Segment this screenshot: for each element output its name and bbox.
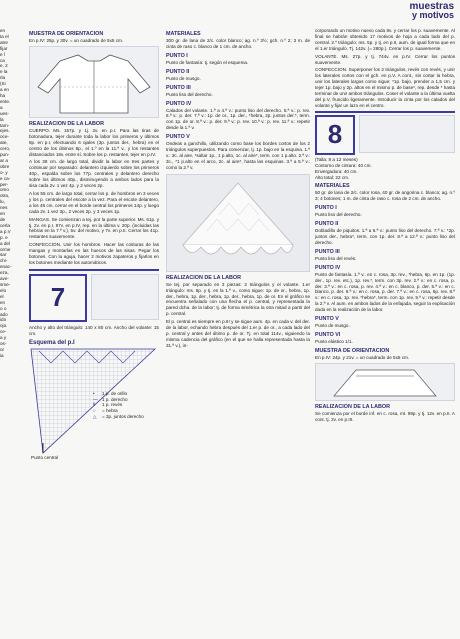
stitch-3-text: Punto liso del derecho. bbox=[166, 91, 213, 97]
edge-text-line: ate, bbox=[0, 140, 8, 146]
stitch-2-title: PUNTO II bbox=[166, 68, 190, 75]
edge-text-line: per- bbox=[0, 181, 9, 187]
stitch-5-text: Ondeas a ganchillo, utilizando como base los bordes cortos de los 2 triángulos superpuestos. Para comenzar, tj. 1p. bajo en la esquina. 1.ª v.: 3c. al aire, *saltar 1p., 1 p.alto, 1c. al aire*, term. con 1 p.alto. 2.ª v.: 3c., *1 p.alto en el arco, 2c. al aire*, hasta las esquinas. 3.ª a 5.ª v.: como la 2.ª v. bbox=[166, 141, 310, 170]
edge-text-line: de bbox=[0, 217, 6, 222]
stitch-chart bbox=[29, 347, 159, 467]
edge-text-line: orme bbox=[0, 246, 11, 252]
brand-logo bbox=[410, 2, 454, 20]
edge-text-line: oce- bbox=[0, 134, 9, 140]
edge-text-line: obre bbox=[0, 163, 10, 169]
cardigan-diagram bbox=[29, 46, 159, 118]
chart-title: Esquema del p.I bbox=[29, 339, 75, 346]
page-header bbox=[0, 0, 460, 28]
edge-text-line: omo bbox=[0, 187, 9, 193]
legend-label: = hebra bbox=[102, 408, 118, 414]
edge-text-line: e ca- bbox=[0, 175, 11, 181]
pattern-7-photo bbox=[91, 274, 159, 320]
size-text: Ancho y alto del triángulo: 140 x 80 cm. Ancho del volante: 15 cm. bbox=[29, 324, 159, 336]
column-1 bbox=[29, 28, 159, 639]
size-range: (Talla: 8 a 12 meses) bbox=[315, 156, 358, 162]
legend-symbol: ‖ bbox=[93, 402, 95, 408]
edge-text-line: sar bbox=[0, 252, 7, 258]
legend-symbol: • bbox=[93, 390, 95, 396]
brand-line-1: muestras bbox=[409, 1, 454, 12]
section-rule-2 bbox=[315, 111, 455, 113]
edge-text-line: a y bbox=[0, 335, 7, 341]
edge-text-line: ado bbox=[0, 311, 8, 317]
edge-text-line: ca bbox=[0, 57, 5, 63]
edge-text-line: a p.V bbox=[0, 228, 11, 234]
realization-title: REALIZACION DE LA LABOR bbox=[29, 120, 104, 127]
edge-text-line: cero, bbox=[0, 146, 11, 152]
stitch-3-5-text: Punto de musgo. bbox=[315, 323, 350, 329]
continued-paragraph-1: corporando un motivo nuevo cada 8v. y cerrar los p. suavemente. Al final se habrán obtenido 17 motivos de hoja a cada lado del p. central. 2.º triángulo: ms. 5p. y tj. en p.II, aum. de igual forma que en el 1.er triángulo. Tj. 142v. (= 280p.). Cerrar los p. suavemente. bbox=[315, 28, 455, 51]
stitch-3-1-title: PUNTO I bbox=[315, 205, 337, 212]
measure-waist: Contorno de cintura: 40 cm. bbox=[315, 162, 372, 168]
skirt-diagram bbox=[315, 363, 455, 401]
edge-text-line: or bbox=[0, 346, 5, 352]
edge-text-line: fijar bbox=[0, 45, 8, 51]
legend-label: 1 p. de orillo bbox=[102, 390, 128, 396]
edge-text-line: p. e bbox=[0, 234, 8, 240]
edge-text-line: nes bbox=[0, 205, 8, 211]
legend-symbol: △ bbox=[93, 414, 97, 420]
edge-text-line: a del bbox=[0, 240, 10, 246]
edge-text-line: e, 2 bbox=[0, 63, 8, 69]
edge-text-line: o o bbox=[0, 305, 7, 311]
realization-3-title: REALIZACION DE LA LABOR bbox=[315, 403, 390, 410]
edge-text-line: en bbox=[0, 299, 6, 305]
edge-text-line: ues- bbox=[0, 110, 9, 116]
edge-text-line: en bbox=[0, 211, 6, 217]
realization-2-paragraph-2: El p. central es siempre en p.III y se sigue aum. 4p. en cada v. del der. de la labor, echando hebra después del 1.er p. de or., a cada lado del p. central y antes del último p. de or. Tj. en total 114v., siguiendo la misma cadencia del gráfico (en el que se halla representada hasta la 31.ª v.), in- bbox=[166, 319, 310, 348]
edge-text-line: (Si bbox=[0, 81, 6, 87]
materials-3-text: 50 gr. de lana de 2/c. color rosa, 40 gr. de angorina c. blanco; ag. n.º 3; 4 botones; 1 m. de cinta de raso c. rosa de 2 cm. de ancho. bbox=[315, 190, 455, 202]
edge-text-line: ha bbox=[0, 92, 6, 98]
edge-text-line: tam- bbox=[0, 122, 10, 128]
edge-text-line: en bbox=[0, 28, 6, 33]
edge-text-line: ta el bbox=[0, 33, 9, 39]
pattern-number-7: 7 bbox=[29, 274, 87, 322]
edge-text-line: ave- bbox=[0, 276, 9, 282]
stitch-4-text: Calados del volante. 1.ª a 4.ª v.: punto liso del derecho. 5.ª v.: p. rev. 6.ª v.: p. der. 7.ª v.: 1p. de or., 1p. der., *hebra, 2p. juntos der.*, term. con 1p. de or. 8.ª v.: p. der. 9.ª v.: p. rev. 10.ª v.: p. rev. 11.ª v.: repetir desde la 1.ª v. bbox=[166, 107, 310, 131]
edge-text-line: otra, bbox=[0, 193, 10, 199]
chart-caption: Punto central bbox=[31, 454, 59, 460]
edge-text-line: sme- bbox=[0, 281, 11, 287]
stitch-3-3-text: Punto liso del revés. bbox=[315, 255, 357, 261]
edge-text-line: ejes. bbox=[0, 128, 10, 134]
edge-text-line: la bbox=[0, 116, 4, 122]
measure-height: Alto total: 22 cm. bbox=[315, 174, 350, 180]
stitch-3-5-title: PUNTO V bbox=[315, 316, 339, 323]
legend-label: 1 p. revés bbox=[102, 402, 123, 408]
sleeves-paragraph: MANGAS. Se comienzan a tej. por la parte superior. Ms. 61p. y tj. 2v. en p.I, 87v. en p.IV, rep. en la última v. 20p. (incluidas las hebras en la 7.ª v.), 5v. del motivo, y 7v. en p.II. Cerrar los 41p. restantes suavemente. bbox=[29, 216, 159, 240]
stitch-3-4-text: Punto de fantasía. 1.ª v.: en c. rosa, 3p. rev., *hebra, 6p. en 1p. (1p. der., 1p. rev. etc.), 1p. rev.*, term. con 3p. rev. 2.ª v.: en c. rosa, p. der. 3.ª v.: en c. rosa, p. rev. 4.ª v.: en c. blanco, p. der. 5.ª v.: en c. blanco, p. der. 6.ª v.: en c. rosa, p. der. 7.ª v.: en c. rosa, 6p. rev. 8.ª v.: en c. rosa, 1p. rev. *hebra*, term. con 1p. rev. 9.ª v.: repetir desde la 2.ª v. Al aum. en ambos lados de la enfajada, seguir la explicación dada en la realización de la labor. bbox=[315, 271, 455, 313]
stitch-2-text: Punto de musgo. bbox=[166, 75, 201, 81]
legend-item bbox=[93, 414, 159, 420]
materials-3-title: MATERIALES bbox=[315, 183, 350, 190]
edge-text-line: a bbox=[0, 104, 3, 110]
realization-paragraph-3: A los 55 cm. de largo total, cerrar los p. de hombros en 3 veces y los p. centrales del escote a la vez. Para el escote delantero, a los 48 cm. cerrar en el borde central los primeros 14p. y luego cada 2v. 1 vez 3p., 2 veces 2p. y 3 veces 1p. bbox=[29, 190, 159, 214]
stitch-3-4-title: PUNTO IV bbox=[315, 264, 341, 271]
edge-text-line: cerla bbox=[0, 222, 10, 228]
stitch-3-title: PUNTO III bbox=[166, 84, 191, 91]
edge-text-line: o- y bbox=[0, 169, 8, 175]
pattern-number-8: 8 bbox=[315, 115, 355, 155]
legend-symbol: — bbox=[93, 396, 98, 402]
realization-title-2: REALIZACION DE LA LABOR bbox=[166, 274, 241, 281]
edge-text-line: ente. bbox=[0, 98, 11, 104]
stitch-3-6-title: PUNTO VI bbox=[315, 332, 341, 338]
edge-text-line: enac- bbox=[0, 264, 12, 270]
materials-title: MATERIALES bbox=[166, 31, 201, 37]
realization-paragraph-2: A los 38 cm. de largo total, dividir la labor en tres partes y continuar por separado: delantero izquierdo sobre los primeros 40p., espalda sobre los 77p. centrales y delantero derecho sobre los últimos 40p., disminuyendo a ambos lados para la sisa cada 2v. 1 vez 4p. y 2 veces 2p. bbox=[29, 159, 159, 189]
materials-text: 300 gr. de lana de 2/c. color blanco; ag. n.º 3½; gch. n.º 2; 3 m. de cinta de raso c. blanco de 1 cm. de ancho. bbox=[166, 38, 310, 49]
edge-text-line: rla bbox=[0, 75, 6, 81]
edge-text-line: os- bbox=[0, 341, 7, 347]
cardigan-schematic bbox=[30, 47, 158, 117]
edge-text-line: ia bbox=[0, 352, 4, 358]
skirt-schematic bbox=[316, 364, 454, 400]
stitch-3-2-text: Dobladillo de piquitos. 1.ª a 6.ª v.: punto liso del derecho. 7.ª v.: *2p. juntos der., hebra*, term. con 1p. der. 8.ª a 12.ª v.: punto liso del derecho. bbox=[315, 228, 455, 245]
edge-text-line: e l bbox=[0, 51, 5, 57]
edge-text-line: ar a bbox=[0, 157, 8, 163]
legend-label: 1 p. derecho bbox=[102, 396, 128, 402]
orientation-3-title: MUESTRA DE ORIENTACION bbox=[315, 347, 390, 354]
edge-text-line: eza, bbox=[0, 270, 9, 276]
stitch-3-1-text: Punto liso del derecho. bbox=[315, 212, 362, 218]
measure-span: Envergadura: 40 cm. bbox=[315, 168, 358, 174]
column-2 bbox=[166, 28, 310, 639]
orientation-3-text: En p.IV: 24p. y 21v. = un cuadrado de 5x5 cm. bbox=[315, 354, 410, 360]
shawl-photo bbox=[166, 174, 310, 272]
brand-line-2: y motivos bbox=[411, 10, 454, 20]
edge-text-line: lu, bbox=[0, 199, 5, 205]
edge-text-line: atre bbox=[0, 39, 8, 45]
shawl-illustration bbox=[167, 175, 309, 271]
ruffle-paragraph: VOLANTE. Ms. 27p. y tj. 744v. en p.IV. Cerrar los puntos suavemente. bbox=[315, 53, 455, 65]
assembly-paragraph: CONFECCION. Unir los hombros. Hacer las costuras de las mangas y montarlas en las huecos de las sisas. Pegar los botones. Con la aguja, hacer 2 motivos zapateros y fijarlos en los botones mediante los automáticos. bbox=[29, 242, 159, 265]
edge-text-line: pun- bbox=[0, 152, 10, 158]
orientation-title: MUESTRA DE ORIENTACION bbox=[29, 31, 104, 37]
pattern-8-photo bbox=[359, 115, 455, 153]
realization-2-paragraph-1: Se tej. por separado en 3 piezas: 2 triángulos y el volante. 1.er triángulo: ms. 5p. y tj. en la 1.ª v., como sigue: 1p. de or., hebra, 1p. der., hebra, 1p. der., hebra, 1p. der., hebra, 1p. de or. En el gráfico se encuentra señalado con una flecha el p. central, y representada la pared dcha. de la labor; tj. de forma simétrica la otra mitad a partir del p. central. bbox=[166, 281, 310, 317]
edge-text-line: a en bbox=[0, 87, 9, 93]
realization-3-text: Se comienza por el borde inf. en c. rosa, mt. 99p. y tj. 12v. en p.II. A cont. tj. 2v. en p.III. bbox=[315, 410, 455, 422]
section-rule bbox=[29, 269, 159, 271]
stitch-1-text: Punto de fantasía: tj. según el esquema. bbox=[166, 59, 249, 65]
stitch-3-6-text: Punto elástico 1/1. bbox=[315, 339, 353, 344]
chart-legend bbox=[93, 391, 159, 421]
edge-text-line: chi- bbox=[0, 258, 8, 264]
stitch-5-title: PUNTO V bbox=[166, 134, 190, 141]
edge-text-line: elo bbox=[0, 287, 7, 293]
edge-text-line: el bbox=[0, 293, 4, 299]
assembly-2-paragraph: CONFECCION. Superponer los 2 triángulos, revés con revés, y unir los laterales cortos con el gch. en p.V. A cont., sin cortar la hebra, unir los laterales largos como sigue: *1p. bajo, prender a 1,5 cm. y tejer 1p. bajo y 2p. altos en el mismo p. de base*, rep. desde * hasta terminar de unir ambos triángulos. Coser el volante a la última vuelta del p.V, fruncido ligeramente. Introducir la cinta por los calados del volante y fijar un lazo en el centro. bbox=[315, 67, 455, 108]
legend-symbol: ○ bbox=[93, 408, 96, 414]
orientation-text: En p.IV: 25p. y 30v. = un cuadrado de 5x5 cm. bbox=[29, 38, 124, 43]
stitch-3-2-title: PUNTO II bbox=[315, 221, 339, 228]
edge-text-line: e la bbox=[0, 69, 8, 75]
edge-text-line: ido bbox=[0, 317, 7, 323]
edge-text-line: ojo. bbox=[0, 323, 8, 329]
realization-paragraph-1: CUERPO. Ms. 157p. y 1j. 2v. en p.I. Para las tiras de botonadura, tejer durante toda la labor los primeros y últimos 8p. en p.I, efectuando 6 ojales (3p. juntos der., hebra) en el centro de los últimos 8p., el 1.º en la 11.ª v., y los restantes distanciados 18v. entre sí. Sobre los p. restantes, tejer en p.IV. bbox=[29, 127, 159, 157]
stitch-1-title: PUNTO I bbox=[166, 52, 188, 59]
stitch-3-3-title: PUNTO III bbox=[315, 248, 340, 255]
cropped-edge-column bbox=[0, 28, 26, 639]
edge-text-line: ce- bbox=[0, 329, 7, 335]
stitch-4-title: PUNTO IV bbox=[166, 100, 192, 107]
legend-label: = 3p. juntos derecho bbox=[102, 414, 144, 420]
column-3 bbox=[315, 28, 455, 639]
